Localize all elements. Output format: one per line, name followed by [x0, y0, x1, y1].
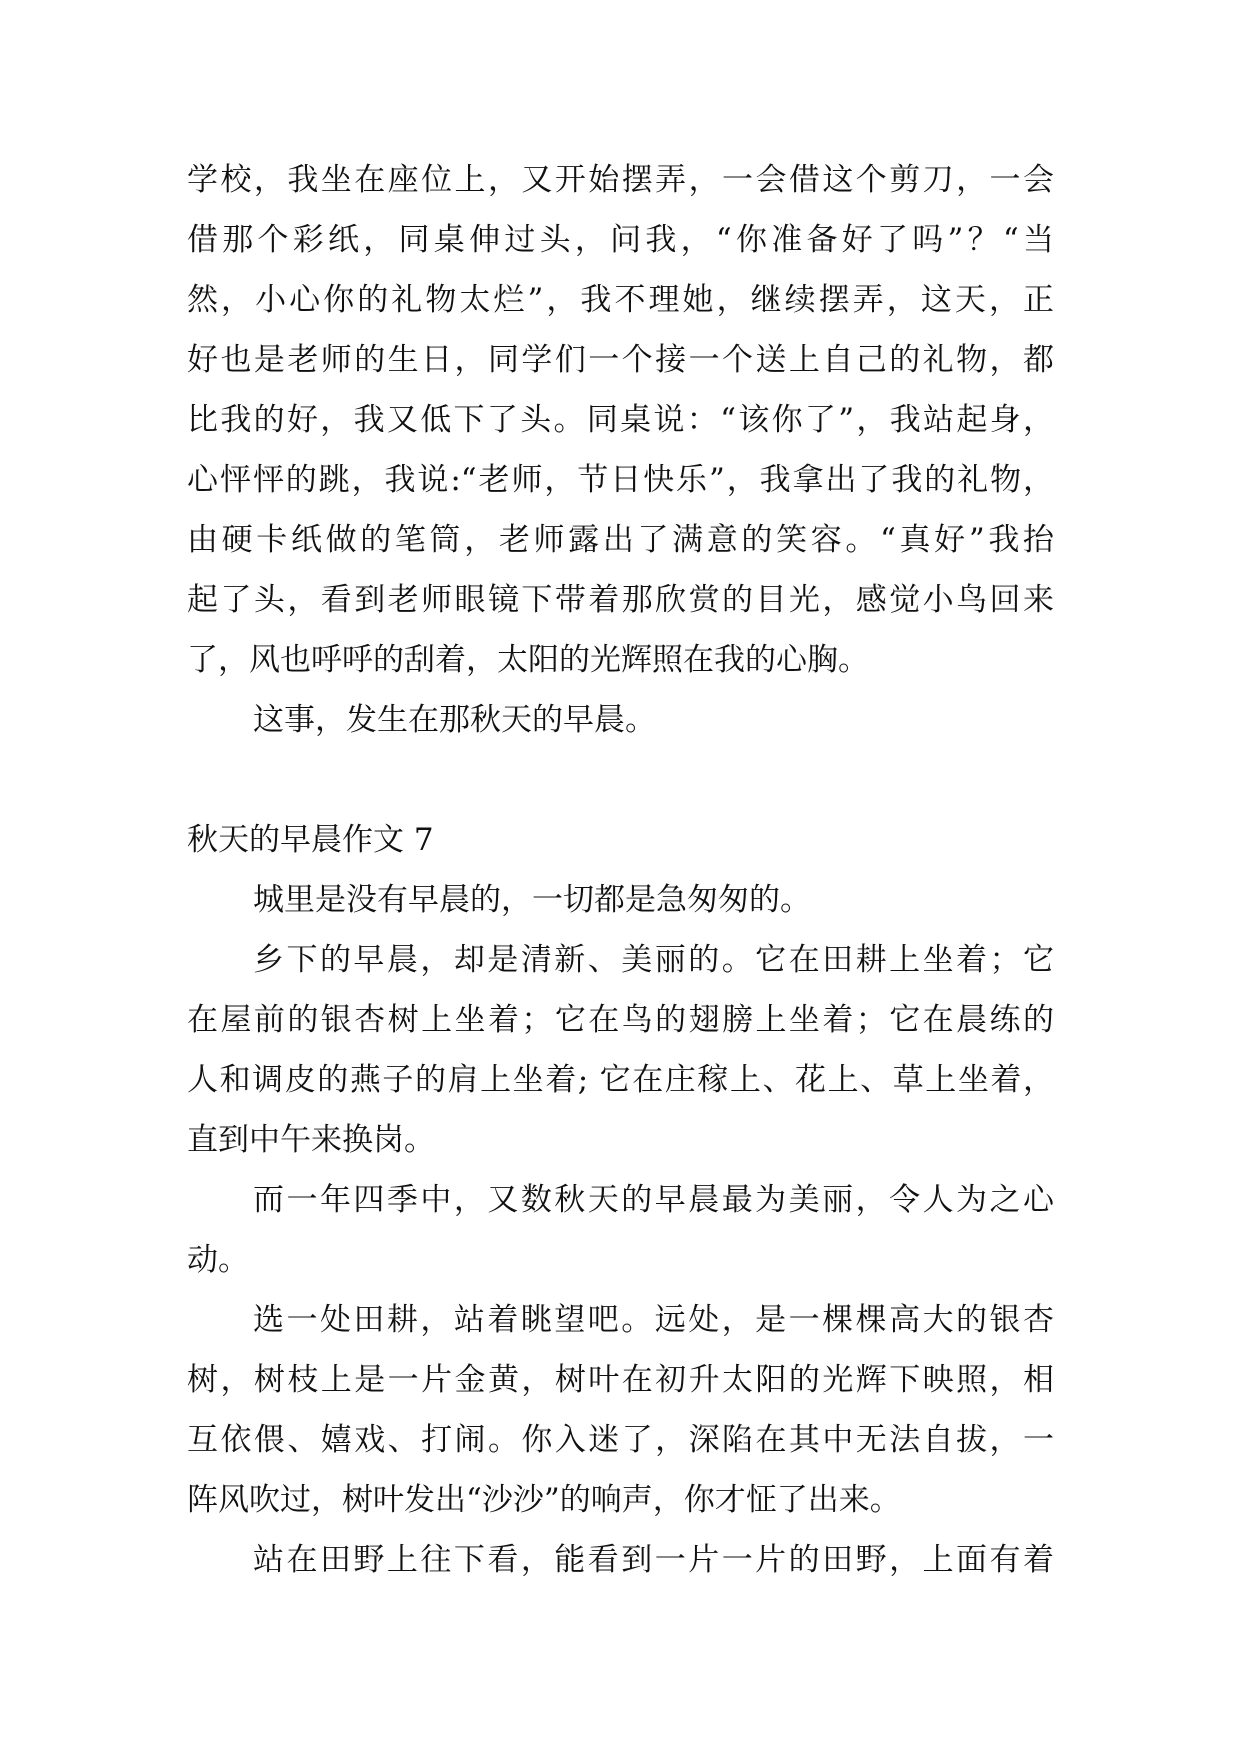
- text-line: 学校，我坐在座位上，又开始摆弄，一会借这个剪刀，一会: [187, 162, 1054, 198]
- text-line: 在屋前的银杏树上坐着；它在鸟的翅膀上坐着；它在晨练的: [187, 1002, 1054, 1038]
- text-line: 人和调皮的燕子的肩上坐着; 它在庄稼上、花上、草上坐着，: [187, 1062, 1054, 1098]
- text-line: 树，树枝上是一片金黄，树叶在初升太阳的光辉下映照，相: [187, 1362, 1054, 1398]
- text-line: 了，风也呼呼的刮着，太阳的光辉照在我的心胸。: [187, 642, 869, 678]
- text-line: 这事，发生在那秋天的早晨。: [253, 702, 656, 738]
- text-line: 城里是没有早晨的，一切都是急匆匆的。: [253, 882, 811, 918]
- text-line: 起了头，看到老师眼镜下带着那欣赏的目光，感觉小鸟回来: [187, 582, 1054, 618]
- text-line: 借那个彩纸，同桌伸过头，问我，“你准备好了吗”？“当: [187, 222, 1054, 258]
- paragraph: [187, 870, 1054, 930]
- text-line: 互依偎、嬉戏、打闹。你入迷了，深陷在其中无法自拔，一: [187, 1422, 1054, 1458]
- text-line: 乡下的早晨，却是清新、美丽的。它在田耕上坐着；它: [253, 942, 1054, 978]
- paragraph: [187, 930, 1054, 1170]
- text-line: 阵风吹过，树叶发出“沙沙”的响声，你才怔了出来。: [187, 1482, 901, 1518]
- paragraph: [187, 1530, 1054, 1590]
- paragraph: [187, 690, 1054, 750]
- text-line: 直到中午来换岗。: [187, 1122, 435, 1158]
- paragraph: [187, 1290, 1054, 1530]
- text-line: 选一处田耕，站着眺望吧。远处，是一棵棵高大的银杏: [253, 1302, 1054, 1338]
- text-line: 好也是老师的生日，同学们一个接一个送上自己的礼物，都: [187, 342, 1054, 378]
- text-line: 而一年四季中，又数秋天的早晨最为美丽，令人为之心: [253, 1182, 1054, 1218]
- text-line: 然，小心你的礼物太烂”，我不理她，继续摆弄，这天，正: [187, 282, 1054, 318]
- text-line: 动。: [187, 1242, 249, 1278]
- blank-line: [187, 750, 1054, 810]
- text-line: 比我的好，我又低下了头。同桌说：“该你了”，我站起身，: [187, 402, 1054, 438]
- paragraph: [187, 150, 1054, 690]
- text-line: 站在田野上往下看，能看到一片一片的田野，上面有着: [253, 1542, 1054, 1578]
- essay-title: 秋天的早晨作文 7: [187, 822, 434, 858]
- paragraph: [187, 1170, 1054, 1290]
- document-body: [187, 150, 1054, 1590]
- text-line: 心怦怦的跳，我说:“老师，节日快乐”，我拿出了我的礼物，: [187, 462, 1054, 498]
- text-line: 由硬卡纸做的笔筒，老师露出了满意的笑容。“真好”我抬: [187, 522, 1054, 558]
